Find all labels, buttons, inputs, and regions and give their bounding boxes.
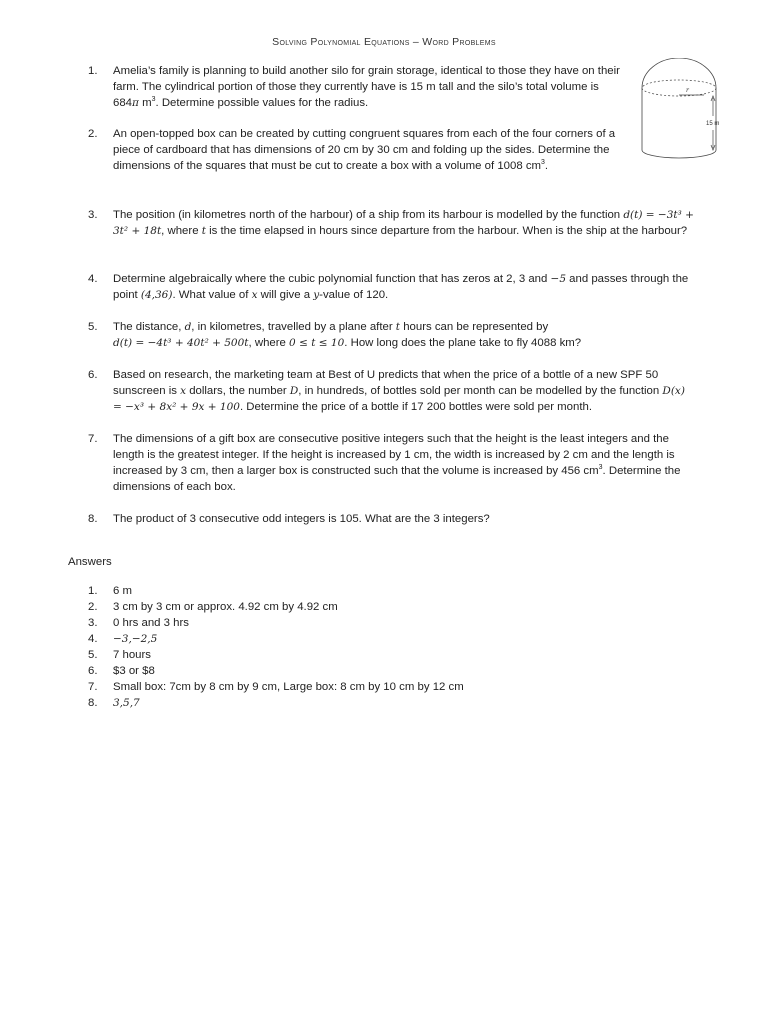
answer-2: 2. 3 cm by 3 cm or approx. 4.92 cm by 4.92 cm xyxy=(88,601,338,613)
problem-3 xyxy=(88,207,694,239)
problem-text: The position (in kilometres north of the harbour) of a ship from its harbour is modelled by the function d(t) = −3t³ + 3t² + 18t, where t is the time elapsed in hours since departure from the harbour. When is the ship at the harbour? xyxy=(113,209,694,237)
problem-text: The product of 3 consecutive odd integers is 105. What are the 3 integers? xyxy=(113,513,490,525)
answer-6: 6. $3 or $8 xyxy=(88,665,155,677)
problem-text: Determine algebraically where the cubic polynomial function that has zeros at 2, 3 and −5 and passes through the point (4,36). What value of x will give a y-value of 120. xyxy=(113,273,689,301)
problem-number: 3. xyxy=(88,209,98,221)
problem-number: 1. xyxy=(88,65,98,77)
page-title: Solving Polynomial Equations – Word Problems xyxy=(272,36,496,48)
answer-3: 3. 0 hrs and 3 hrs xyxy=(88,617,189,629)
problem-1 xyxy=(88,63,623,111)
answer-4: 4. −3,−2,5 xyxy=(88,633,158,645)
answer-list xyxy=(88,583,648,711)
problem-number: 5. xyxy=(88,321,98,333)
answer-5: 5. 7 hours xyxy=(88,649,151,661)
answer-7: 7. Small box: 7cm by 8 cm by 9 cm, Large box: 8 cm by 10 cm by 12 cm xyxy=(88,681,464,693)
problem-number: 4. xyxy=(88,273,98,285)
problem-8 xyxy=(88,511,490,527)
problem-number: 7. xyxy=(88,433,98,445)
problem-text: The distance, d, in kilometres, travelled by a plane after t hours can be represented by d(t) = −4t³ + 40t² + 500t, where 0 ≤ t ≤ 10. How long does the plane take to fly 4088 km? xyxy=(113,321,582,349)
answer-8: 8. 3,5,7 xyxy=(88,697,140,709)
problem-2 xyxy=(88,126,623,174)
problem-text: Amelia’s family is planning to build another silo for grain storage, identical to those they have on their farm. The cylindrical portion of those they currently have is 15 m tall and the silo’s total volume is 684π $m^3$. Determine possible values for the radius. xyxy=(113,65,620,109)
problem-4 xyxy=(88,271,694,303)
problem-text: The dimensions of a gift box are consecutive positive integers such that the height is the least integers and the length is the greatest integer. If the height is increased by 1 cm, the width is increased by 2 cm and the length is increased by 3 cm, then a larger box is constructed such that the volume is increased by 456 $cm^3$. Determine the dimensions of each box. xyxy=(113,433,681,493)
problem-number: 6. xyxy=(88,369,98,381)
problem-text: An open-topped box can be created by cutting congruent squares from each of the four corners of a piece of cardboard that has dimensions of 20 cm by 30 cm and folding up the sides. Determine the dimensions of the squares that must be cut to create a box with a volume of 1008 $cm^3$. xyxy=(113,128,616,172)
problem-text: Based on research, the marketing team at Best of U predicts that when the price of a bottle of a new SPF 50 sunscreen is x dollars, the number D, in hundreds, of bottles sold per month can be modelled by the function D(x) = −x³ + 8x² + 9x + 100. Determine the price of a bottle if 17 200 bottles were sold per month. xyxy=(113,369,685,413)
height-label: 15 m xyxy=(706,121,720,127)
problem-number: 2. xyxy=(88,128,98,140)
problem-7 xyxy=(88,431,694,495)
silo-figure xyxy=(638,58,728,168)
problem-number: 8. xyxy=(88,513,98,525)
answer-1: 1. 6 m xyxy=(88,585,132,597)
problem-5 xyxy=(88,319,581,351)
radius-label: r xyxy=(686,87,689,94)
answers-heading: Answers xyxy=(68,556,112,568)
problem-6 xyxy=(88,367,694,415)
